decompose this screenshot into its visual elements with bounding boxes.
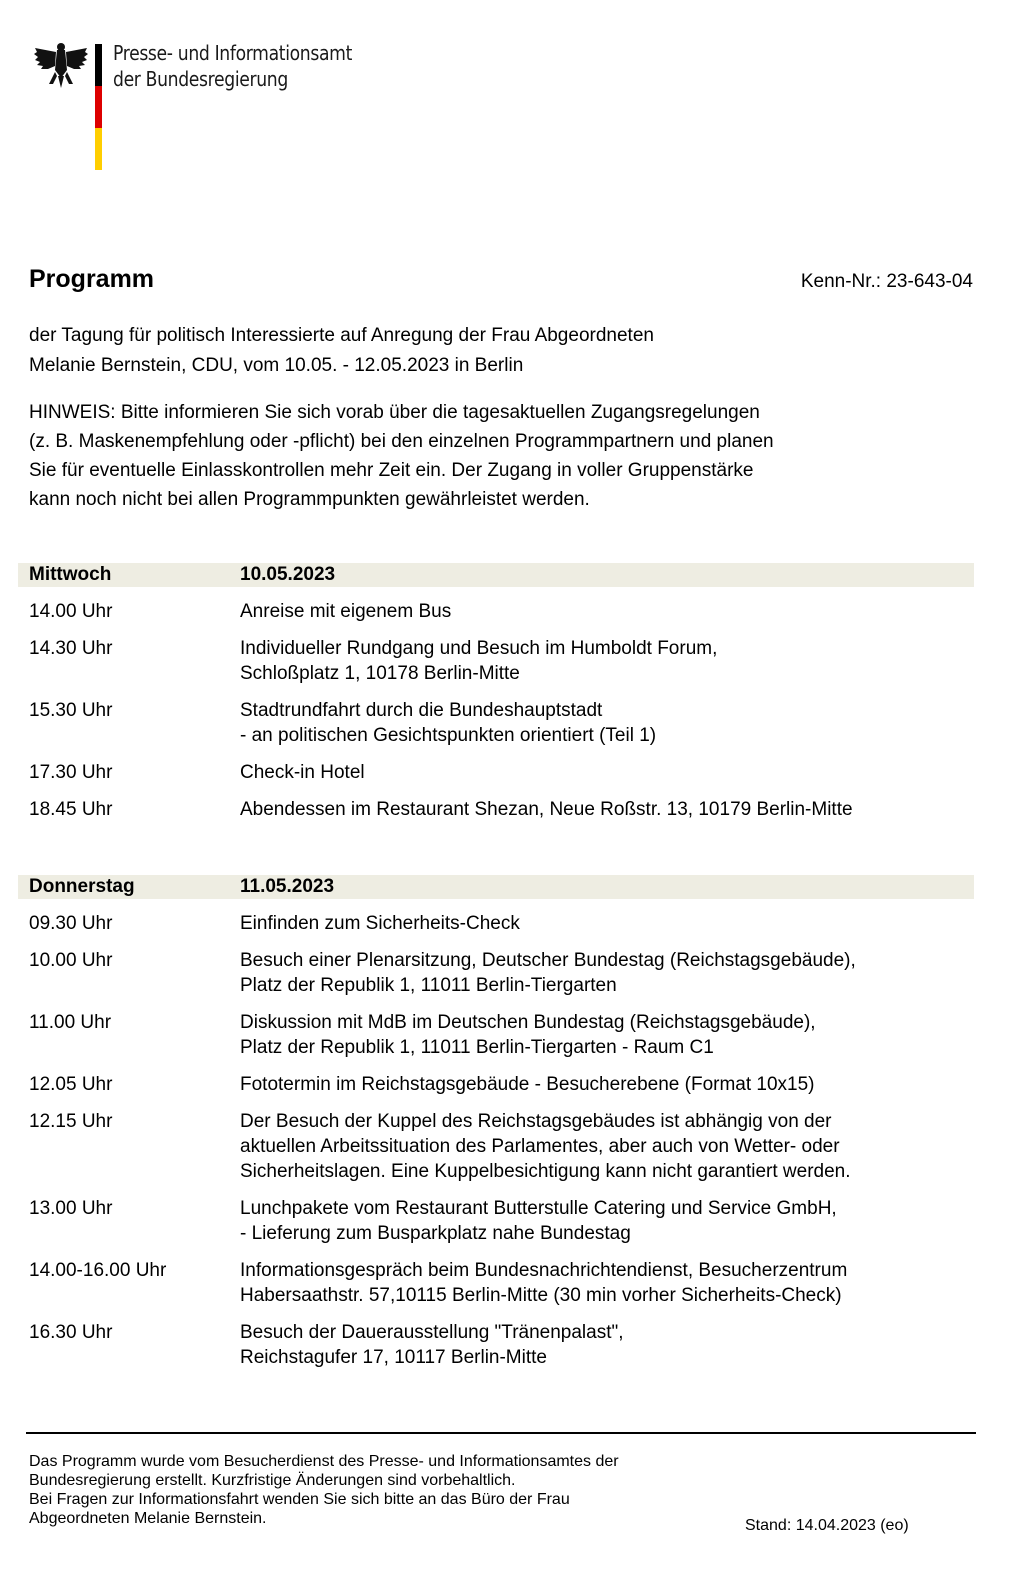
footer-line: Bei Fragen zur Informationsfahrt wenden Sie sich bitte an das Büro der Frau	[29, 1491, 570, 1508]
flag-stripe-red	[95, 86, 102, 128]
schedule-item	[18, 1320, 974, 1370]
item-time: 14.30 Uhr	[29, 638, 113, 659]
reference-number: Kenn-Nr.: 23-643-04	[800, 271, 973, 292]
item-text: - an politischen Gesichtspunkten orientiert (Teil 1)	[240, 725, 657, 746]
day-date: 11.05.2023	[240, 876, 335, 897]
footer-line: Bundesregierung erstellt. Kurzfristige Änderungen sind vorbehaltlich.	[29, 1472, 516, 1489]
item-time: 10.00 Uhr	[29, 950, 113, 971]
intro-line: Melanie Bernstein, CDU, vom 10.05. - 12.05.2023 in Berlin	[29, 355, 524, 376]
item-time: 16.30 Uhr	[29, 1322, 113, 1343]
day-weekday: Donnerstag	[29, 876, 135, 897]
item-text: Besuch einer Plenarsitzung, Deutscher Bundestag (Reichstagsgebäude),	[240, 950, 856, 971]
item-time: 14.00-16.00 Uhr	[29, 1260, 167, 1281]
item-text: Diskussion mit MdB im Deutschen Bundestag (Reichstagsgebäude),	[240, 1012, 816, 1033]
item-time: 15.30 Uhr	[29, 700, 113, 721]
notice-line: Sie für eventuelle Einlasskontrollen mehr Zeit ein. Der Zugang in voller Gruppenstärke	[29, 460, 754, 481]
item-text: Besuch der Dauerausstellung "Tränenpalast",	[240, 1322, 624, 1343]
item-time: 09.30 Uhr	[29, 913, 113, 934]
item-time: 17.30 Uhr	[29, 762, 113, 783]
item-text: Check-in Hotel	[240, 762, 365, 783]
item-text: Der Besuch der Kuppel des Reichstagsgebäudes ist abhängig von der	[240, 1111, 832, 1132]
day-header	[18, 875, 974, 899]
item-time: 12.15 Uhr	[29, 1111, 113, 1132]
item-text: Platz der Republik 1, 11011 Berlin-Tiergarten	[240, 975, 617, 996]
schedule-item	[18, 599, 974, 624]
schedule-item	[18, 636, 974, 686]
flag-stripe-black	[95, 44, 102, 86]
item-text: Anreise mit eigenem Bus	[240, 601, 452, 622]
item-text: Fototermin im Reichstagsgebäude - Besucherebene (Format 10x15)	[240, 1074, 815, 1095]
schedule-item	[18, 1196, 974, 1246]
notice-text	[29, 398, 929, 514]
item-text: Reichstagufer 17, 10117 Berlin-Mitte	[240, 1347, 547, 1368]
item-text: aktuellen Arbeitssituation des Parlamentes, aber auch von Wetter- oder	[240, 1136, 840, 1157]
item-text: Sicherheitslagen. Eine Kuppelbesichtigung kann nicht garantiert werden.	[240, 1161, 851, 1182]
footer-line: Abgeordneten Melanie Bernstein.	[29, 1510, 267, 1527]
footer-note	[29, 1452, 729, 1528]
schedule-item	[18, 760, 974, 785]
item-text: Individueller Rundgang und Besuch im Humboldt Forum,	[240, 638, 718, 659]
day-weekday: Mittwoch	[29, 564, 112, 585]
day-schedule-thursday	[18, 875, 974, 1370]
schedule-item	[18, 1010, 974, 1060]
item-text: Platz der Republik 1, 11011 Berlin-Tiergarten - Raum C1	[240, 1037, 714, 1058]
federal-eagle-icon	[33, 40, 89, 92]
intro-text	[29, 321, 929, 381]
schedule-item	[18, 1072, 974, 1097]
day-header	[18, 563, 974, 587]
footer-line: Das Programm wurde vom Besucherdienst des Presse- und Informationsamtes der	[29, 1453, 619, 1470]
item-time: 14.00 Uhr	[29, 601, 113, 622]
intro-line: der Tagung für politisch Interessierte auf Anregung der Frau Abgeordneten	[29, 325, 654, 346]
agency-name	[113, 40, 352, 92]
item-text: Schloßplatz 1, 10178 Berlin-Mitte	[240, 663, 520, 684]
item-text: Lunchpakete vom Restaurant Butterstulle Catering und Service GmbH,	[240, 1198, 837, 1219]
german-flag-bar	[95, 44, 102, 170]
status-date: Stand: 14.04.2023 (eo)	[745, 1517, 909, 1534]
schedule-item	[18, 948, 974, 998]
schedule-item	[18, 911, 974, 936]
item-time: 13.00 Uhr	[29, 1198, 113, 1219]
item-text: Habersaathstr. 57,10115 Berlin-Mitte (30 min vorher Sicherheits-Check)	[240, 1285, 842, 1306]
schedule-item	[18, 1258, 974, 1308]
item-time: 11.00 Uhr	[29, 1012, 112, 1033]
footer-divider	[26, 1432, 976, 1434]
item-text: Einfinden zum Sicherheits-Check	[240, 913, 520, 934]
item-text: Informationsgespräch beim Bundesnachrichtendienst, Besucherzentrum	[240, 1260, 848, 1281]
item-time: 12.05 Uhr	[29, 1074, 113, 1095]
item-time: 18.45 Uhr	[29, 799, 113, 820]
item-text: - Lieferung zum Busparkplatz nahe Bundestag	[240, 1223, 631, 1244]
item-text: Stadtrundfahrt durch die Bundeshauptstadt	[240, 700, 603, 721]
agency-name-line: der Bundesregierung	[113, 67, 288, 91]
document-title: Programm	[29, 265, 155, 293]
day-date: 10.05.2023	[240, 564, 336, 585]
schedule-item	[18, 698, 974, 748]
notice-line: HINWEIS: Bitte informieren Sie sich vorab über die tagesaktuellen Zugangsregelungen	[29, 402, 760, 423]
notice-line: kann noch nicht bei allen Programmpunkten gewährleistet werden.	[29, 489, 590, 510]
agency-name-line: Presse- und Informationsamt	[113, 41, 352, 65]
notice-line: (z. B. Maskenempfehlung oder -pflicht) bei den einzelnen Programmpartnern und planen	[29, 431, 774, 452]
item-text: Abendessen im Restaurant Shezan, Neue Roßstr. 13, 10179 Berlin-Mitte	[240, 799, 853, 820]
schedule-item	[18, 797, 974, 822]
day-schedule-wednesday	[18, 563, 974, 822]
schedule-item	[18, 1109, 974, 1184]
flag-stripe-gold	[95, 128, 102, 170]
